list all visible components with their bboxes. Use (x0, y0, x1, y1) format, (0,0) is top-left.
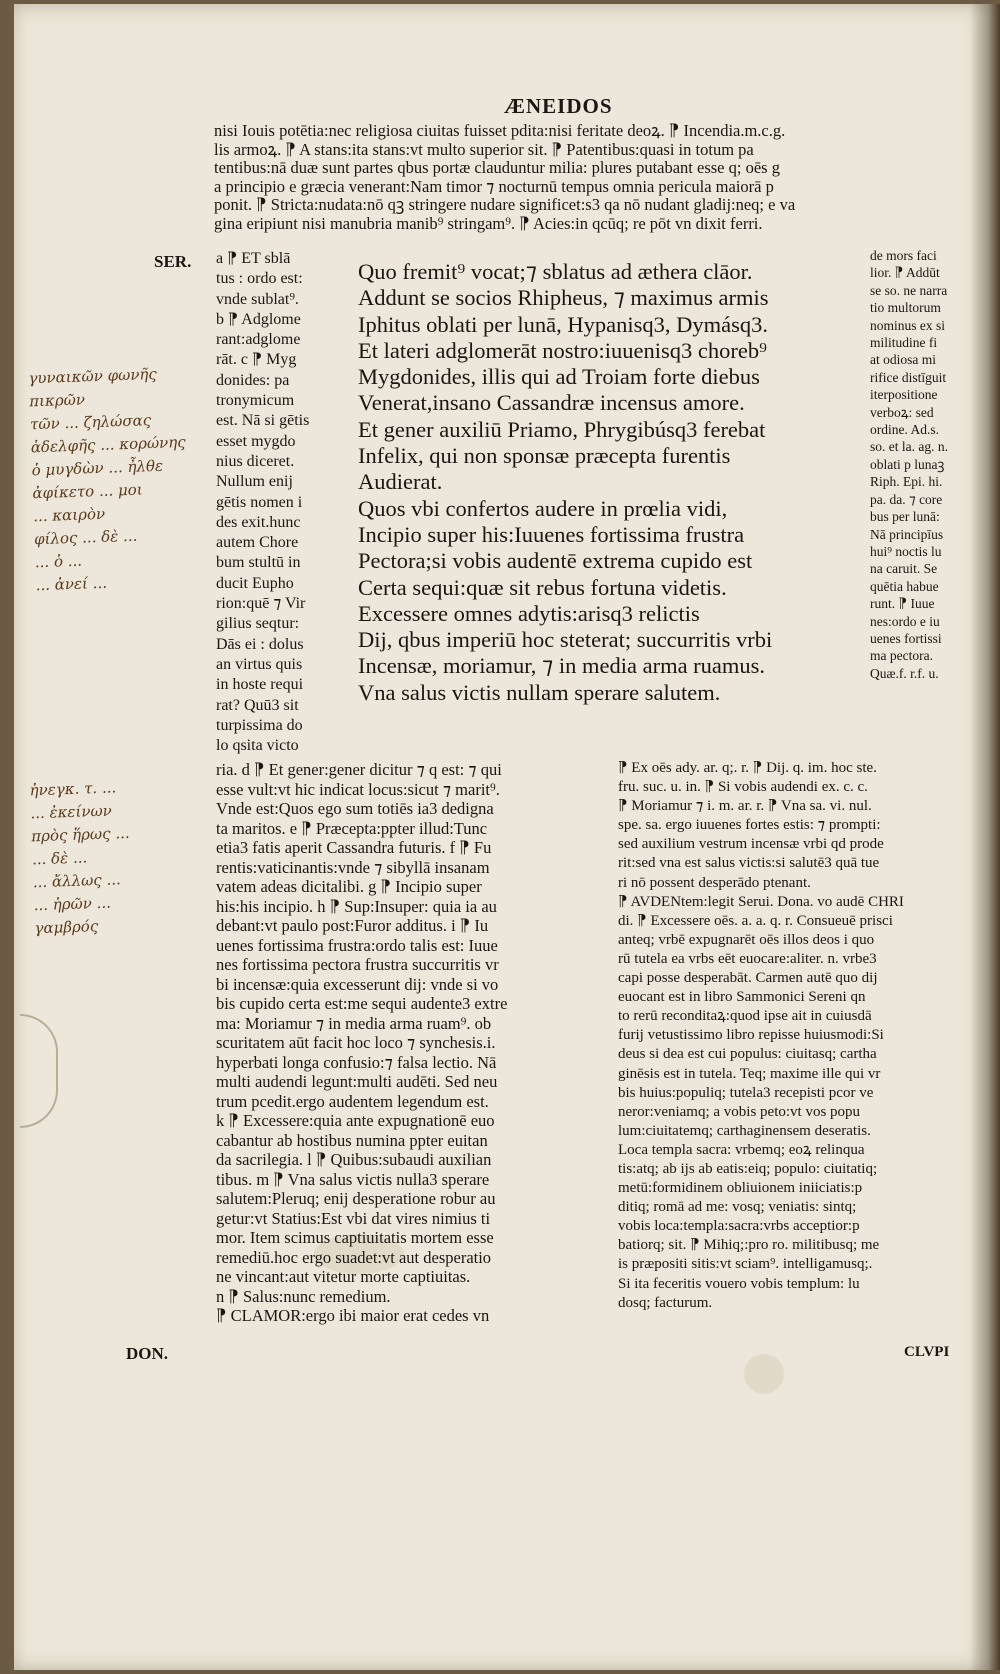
commentary-line: rat? Quū3 sit (216, 696, 299, 714)
commentary-line: nisi Iouis potētia:nec religiosa ciuitas fuisset pdita:nisi feritate deoꝝ. ⁋ Incendia.m.c.g. (214, 122, 786, 140)
commentary-line: n ⁋ Salus:nunc remedium. (216, 1286, 391, 1306)
commentary-line: tibus. m ⁋ Vna salus victis nulla3 sperare (216, 1169, 490, 1189)
verse-line: Infelix, qui non sponsæ præcepta furentis (358, 443, 731, 469)
commentary-line: ducit Eupho (216, 574, 294, 592)
running-header: ÆNEIDOS (504, 94, 613, 118)
commentary-line: nominus ex si (870, 317, 946, 333)
commentary-line: his:his incipio. h ⁋ Sup:Insuper: quia ia au (216, 896, 497, 916)
commentary-line: bum stultū in (216, 554, 301, 572)
commentary-line: nes:ordo e iu (870, 613, 940, 629)
commentary-line: Vnde est:Quos ego sum totiēs ia3 dedigna (216, 799, 494, 818)
handwritten-line: ... ἄλλως ... (32, 870, 122, 892)
handwritten-line: πικρῶν (28, 390, 86, 411)
verse-line: Pectora;si vobis audentē extrema cupido est (358, 548, 753, 574)
commentary-line: rit:sed vna est salus victis:si salutē3 quā tue (618, 855, 880, 872)
verse-line: Quos vbi confertos audere in prœlia vidi, (358, 495, 728, 521)
commentary-line: lum:ciuitatemq; carthaginensem deseratis. (618, 1122, 871, 1139)
commentary-line: verboꝝ: sed (870, 404, 934, 420)
commentary-line: iterpositione (870, 387, 938, 403)
commentary-line: a ⁋ ET sblā (216, 250, 291, 267)
commentary-line: ⁋ Ex oēs ady. ar. q;. r. ⁋ Dij. q. im. hoc ste. (618, 760, 877, 776)
commentary-line: lior. ⁋ Addūt (870, 265, 940, 281)
commentary-line: ta maritos. e ⁋ Præcepta:ppter illud:Tunc (216, 818, 488, 838)
poem-text (358, 259, 868, 706)
commentary-line: ma: Moriamur ⁊ in media arma ruam⁹. ob (216, 1013, 492, 1033)
commentary-line: ordine. Ad.s. (870, 422, 939, 438)
commentary-line: tis:atq; ab ijs ab eatis:eiq; populo: ciuitatiq; (618, 1160, 878, 1177)
verse-line: Incensæ, moriamur, ⁊ in media arma ruamus. (358, 653, 766, 679)
commentary-line: tentibus:nā duæ sunt partes qbus portæ clauduntur milia: plures putabant esse q; oēs g (214, 158, 780, 178)
right-commentary (870, 247, 950, 682)
commentary-line: euocant est in libro Sammonici Sereni qn (618, 989, 866, 1006)
commentary-line: hyperbati longa confusio:⁊ falsa lectio. Nā (216, 1052, 497, 1072)
commentary-line: furij vetustissimo libro repisse huiusmodi:Si (618, 1027, 884, 1044)
handwritten-line: φίλος ... δὲ ... (33, 526, 138, 549)
left-commentary (216, 249, 351, 756)
top-commentary (214, 122, 954, 234)
commentary-line: vatem adeas dicitalibi. g ⁋ Incipio super (216, 877, 482, 896)
commentary-line: Dās ei : dolus (216, 635, 304, 653)
verse-line: Iphitus oblati per lunā, Hypanisq3, Dymásq3. (358, 311, 768, 337)
commentary-line: gētis nomen i (216, 493, 303, 511)
commentary-line: ⁋ CLAMOR:ergo ibi maior erat cedes vn (216, 1306, 490, 1325)
commentary-line: rū tutela ea vrbs eēt euocare:aliter. n. vrbe3 (618, 950, 877, 967)
siglum-servius: SER. (154, 252, 192, 271)
commentary-line: ditiq; romā ad me: vosq; veniatis: sintq; (618, 1199, 857, 1216)
commentary-line: metū:formidinem obliuionem iniiciatis:p (618, 1180, 863, 1197)
commentary-line: in hoste requi (216, 676, 304, 694)
commentary-line: salutem:Pleruq; enij desperatione robur au (216, 1189, 496, 1208)
commentary-line: ⁋ AVDENtem:legit Serui. Dona. vo audē CHRI (618, 893, 904, 910)
commentary-line: rifice distīguit (870, 369, 947, 385)
commentary-line: sed auxilium vestrum incensæ vrbi qd prode (618, 836, 884, 853)
commentary-line: deus si dea est cui populus: ciuitasq; cartha (618, 1046, 877, 1063)
commentary-line: esset mygdo (216, 432, 296, 450)
commentary-line: autem Chore (216, 534, 299, 552)
commentary-line: a principio e græcia venerant:Nam timor ⁊ nocturnū tempus omnia pericula maiorā p (214, 176, 774, 196)
commentary-line: ponit. ⁋ Stricta:nudata:nō qꝫ stringere nudare significet:s3 qa nō nudant gladij:neq; e va (214, 195, 796, 215)
commentary-line: quētia habue (870, 578, 939, 594)
commentary-line: Nullum enij (216, 473, 293, 491)
commentary-line: Quæ.f. r.f. u. (870, 665, 939, 681)
commentary-line: nius diceret. (216, 452, 295, 470)
verse-line: Quo fremit⁹ vocat;⁊ sblatus ad æthera clāor. (358, 259, 753, 284)
commentary-line: ne vincant:aut vitetur morte captiuitas. (216, 1267, 471, 1286)
commentary-line: debant:vt paulo post:Furor additus. i ⁋ Iu (216, 916, 489, 935)
commentary-line: nes fortissima pectora frustra succurritis vr (216, 955, 499, 974)
verse-line: Addunt se socios Rhipheus, ⁊ maximus armis (358, 285, 769, 311)
commentary-line: pa. da. ⁊ core (870, 491, 943, 507)
commentary-line: etia3 fatis aperit Cassandra futuris. f ⁋ Fu (216, 838, 492, 857)
commentary-line: tio multorum (870, 300, 941, 316)
commentary-line: da sacrilegia. l ⁋ Quibus:subaudi auxilian (216, 1150, 492, 1169)
verse-line: Et lateri adglomerāt nostro:iuuenisq3 choreb⁹ (358, 337, 767, 363)
handwritten-line: ἠνεγκ. τ. ... (29, 778, 117, 800)
commentary-line: rion:quē ⁊ Vir (216, 595, 306, 613)
commentary-line: rāt. c ⁋ Myg (216, 351, 297, 369)
commentary-line: anteq; vrbē expugnarēt oēs illos deos i quo (618, 931, 875, 948)
commentary-line: spe. sa. ergo iuuenes fortes estis: ⁊ prompti: (618, 817, 881, 834)
commentary-line: remediū.hoc ergo suadet:vt aut desperatio (216, 1247, 492, 1267)
commentary-line: vobis loca:templa:sacra:vrbs acceptior:p (618, 1218, 860, 1235)
commentary-line: se so. ne narra (870, 282, 948, 298)
verse-line: Incipio super his:Iuuenes fortissima frustra (358, 521, 745, 547)
handwritten-line: ὁ μυγδὼν ... ἦλθε (31, 456, 164, 480)
verse-line: Excessere omnes adytis:arisq3 relictis (358, 600, 700, 626)
commentary-line: batiorq; sit. ⁋ Mihiq;:pro ro. militibusq; me (618, 1237, 880, 1254)
commentary-line: is præpositi sitis:vt sciam⁹. intelligamusq;. (618, 1256, 873, 1273)
siglum-donatus: DON. (126, 1344, 169, 1363)
verse-line: Dij, qbus imperiū hoc steterat; succurritis vrbi (358, 627, 773, 653)
verse-line: Audierat. (358, 469, 443, 495)
commentary-line: an virtus quis (216, 655, 303, 673)
commentary-line: to rerū reconditaꝝ:quod ipse ait in cuiusdā (618, 1008, 872, 1025)
commentary-line: so. et la. ag. n. (870, 439, 948, 455)
commentary-line: scuritatem aūt facit hoc loco ⁊ synchesis.i. (216, 1033, 496, 1052)
commentary-line: gilius seqtur: (216, 615, 300, 633)
commentary-line: bis cupido certa est:me sequi audente3 extre (216, 994, 508, 1013)
verse-line: Vna salus victis nullam sperare salutem. (358, 679, 721, 705)
commentary-line: na caruit. Se (870, 561, 938, 577)
commentary-line: ginēsis est in tutela. Teq; maxime ille qui vr (618, 1065, 881, 1082)
commentary-line: at odiosa mi (870, 352, 936, 368)
commentary-line: Loca templa sacra: vrbemq; eoꝝ relinqua (618, 1141, 865, 1158)
commentary-line: dosq; facturum. (618, 1294, 713, 1311)
commentary-line: esse vult:vt hic indicat locus:sicut ⁊ marit⁹. (216, 779, 500, 799)
handwritten-line: ... δὲ ... (31, 848, 88, 869)
commentary-line: tronymicum (216, 392, 295, 410)
handwritten-marginalia-top (28, 361, 226, 597)
commentary-line: ria. d ⁋ Et gener:gener dicitur ⁊ q est: ⁊ qui (216, 760, 502, 779)
commentary-line: cabantur ab hostibus numina ppter euitan (216, 1130, 488, 1150)
commentary-line: uenes fortissi (870, 630, 942, 646)
handwritten-line: ἀφίκετο ... μοι (32, 480, 143, 503)
commentary-line: neror:veniamq; a vobis peto:vt vos popu (618, 1103, 861, 1120)
commentary-line: ⁋ Moriamur ⁊ i. m. ar. r. ⁋ Vna sa. vi. nul. (618, 798, 872, 815)
commentary-line: capi posse desperabāt. Carmen autē quo dij (618, 970, 878, 987)
commentary-line: uenes fortissima frustra:ordo talis est: Iuue (216, 935, 498, 955)
paper-stain (744, 1354, 784, 1394)
verse-line: Venerat,insano Cassandræ incensus amore. (358, 390, 745, 416)
book-page (14, 4, 1000, 1670)
commentary-line: turpissima do (216, 716, 303, 734)
handwritten-line: ... ἀνεί ... (35, 573, 108, 595)
commentary-line: rant:adglome (216, 331, 301, 349)
commentary-line: trum pcedit.ergo audentem legendum est. (216, 1091, 489, 1111)
handwritten-line: ... ἐκείνων (30, 801, 113, 823)
handwritten-line: πρὸς ἥρως ... (30, 823, 130, 846)
commentary-line: rentis:vaticinantis:vnde ⁊ sibyllā insanam (216, 857, 490, 877)
commentary-line: mor. Item scimus captiuitatis mortem esse (216, 1228, 494, 1247)
commentary-line: donides: pa (216, 371, 290, 389)
commentary-line: b ⁋ Adglome (216, 310, 301, 328)
verse-line: Et gener auxiliū Priamo, Phrygibúsq3 ferebat (358, 416, 766, 442)
handwritten-line: γαμβρός (34, 917, 99, 938)
commentary-line: ma pectora. (870, 648, 933, 664)
commentary-line: bis huius:populiq; tutela3 recepisti pcor ve (618, 1084, 874, 1101)
commentary-line: gina eripiunt nisi manubria manib⁹ stringam⁹. ⁋ Acies:in qcūq; re pōt vn dixit ferri. (214, 213, 763, 233)
bottom-left-commentary (216, 760, 608, 1326)
commentary-line: tus : ordo est: (216, 270, 303, 288)
commentary-line: di. ⁋ Excessere oēs. a. a. q. r. Consueuē prisci (618, 912, 893, 929)
binding-hole (20, 1014, 58, 1128)
verse-line: Mygdonides, illis qui ad Troiam forte diebus (358, 364, 760, 390)
commentary-line: des exit.hunc (216, 513, 301, 531)
commentary-line: de mors faci (870, 248, 937, 263)
commentary-line: Nā principīus (870, 526, 944, 542)
catchword: CLVPI (904, 1344, 950, 1360)
commentary-line: ri nō possent desperādo ptenant. (618, 874, 811, 891)
handwritten-marginalia-bottom (29, 773, 225, 941)
verse-line: Certa sequi:quæ sit rebus fortuna videtis. (358, 574, 727, 600)
commentary-line: militudine fi (870, 335, 938, 351)
commentary-line: hui⁹ noctis lu (870, 543, 942, 559)
commentary-line: fru. suc. u. in. ⁋ Si vobis audendi ex. c. c. (618, 779, 868, 796)
commentary-line: Riph. Epi. hi. (870, 474, 943, 490)
commentary-line: lo qsita victo (216, 737, 299, 755)
commentary-line: runt. ⁋ Iuue (870, 596, 935, 612)
commentary-line: est. Nā si gētis (216, 412, 310, 430)
bottom-right-commentary (618, 759, 976, 1313)
commentary-line: lis armoꝝ. ⁋ A stans:ita stans:vt multo superior sit. ⁋ Patentibus:quasi in totum pa (214, 139, 754, 159)
commentary-line: Si ita feceritis vouero vobis templum: lu (618, 1275, 860, 1292)
handwritten-line: γυναικῶν φωνῆς (28, 364, 158, 388)
handwritten-line: ἀδελφῆς ... κορώνης (30, 432, 186, 457)
commentary-line: multi audendi legunt:multi audēti. Sed neu (216, 1072, 498, 1091)
handwritten-line: τῶν ... ζηλώσας (29, 411, 152, 434)
commentary-line: vnde sublat⁹. (216, 290, 299, 308)
handwritten-line: ... ὁ ... (34, 551, 83, 572)
commentary-line: bus per lunā: (870, 509, 940, 525)
commentary-line: k ⁋ Excessere:quia ante expugnationē euo (216, 1111, 495, 1130)
commentary-line: getur:vt Statius:Est vbi dat vires nimius ti (216, 1208, 491, 1228)
commentary-line: oblati p lunaꝫ (870, 456, 945, 472)
handwritten-line: ... καιρὸν (32, 504, 106, 526)
commentary-line: bi incensæ:quia excesserunt dij: vnde si vo (216, 974, 499, 994)
handwritten-line: ... ἠρῶν ... (33, 893, 112, 915)
